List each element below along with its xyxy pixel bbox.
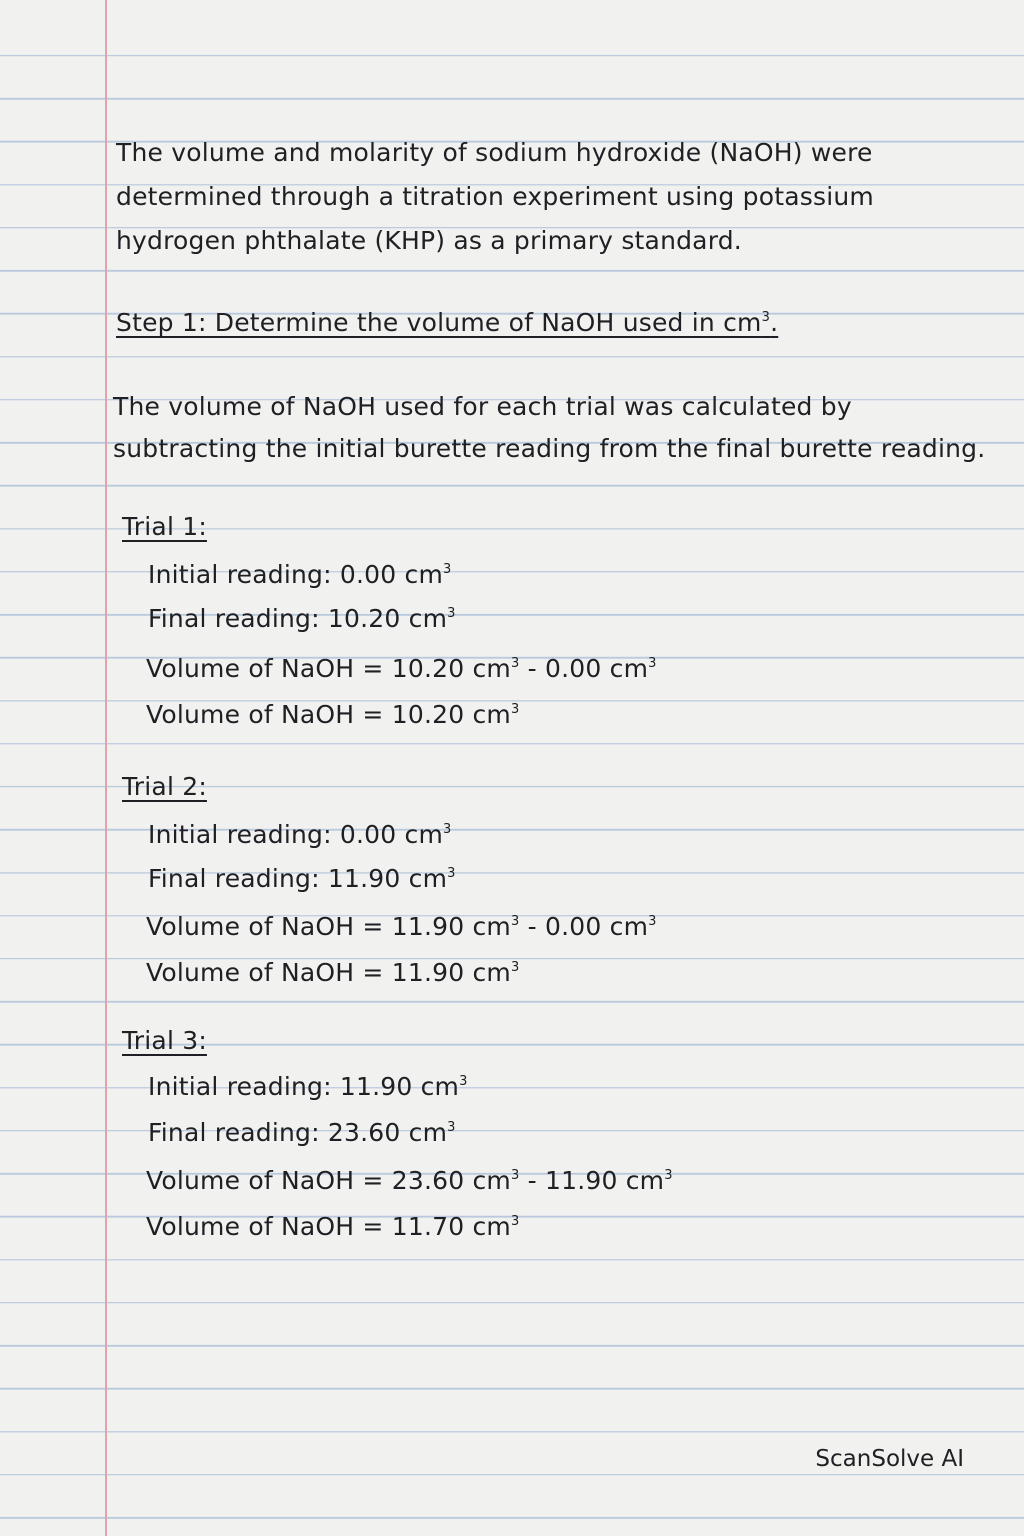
minus-sign: - xyxy=(527,1166,537,1195)
unit-cubed: 3 xyxy=(510,914,520,929)
step-1-heading-superscript: 3 xyxy=(761,310,771,325)
unit-cubed: 3 xyxy=(510,1214,520,1229)
unit-cm: cm xyxy=(472,1212,511,1241)
unit-cubed: 3 xyxy=(510,702,520,717)
unit-cubed: 3 xyxy=(447,866,456,881)
final-reading-label: Final reading: xyxy=(148,604,320,633)
unit-cm: cm xyxy=(472,1166,511,1195)
unit-cm: cm xyxy=(408,1118,448,1147)
volume-label: Volume of NaOH = xyxy=(146,912,384,941)
initial-reading-label: Initial reading: xyxy=(148,1072,332,1101)
step-1-heading-period: . xyxy=(770,308,779,337)
trial-3-final-reading xyxy=(148,1118,456,1148)
step-1-description-line-1: The volume of NaOH used for each trial was calculated by xyxy=(113,392,852,421)
unit-cubed: 3 xyxy=(459,1074,468,1089)
trial-3-title: Trial 3: xyxy=(122,1026,207,1055)
unit-cubed: 3 xyxy=(447,606,456,621)
unit-cubed: 3 xyxy=(648,656,657,671)
unit-cm: cm xyxy=(609,912,649,941)
trial-2-volume-result xyxy=(146,958,519,988)
final-reading-label: Final reading: xyxy=(148,864,320,893)
unit-cubed: 3 xyxy=(664,1168,673,1183)
volume-result-value: 11.90 xyxy=(391,958,465,987)
unit-cm: cm xyxy=(472,912,511,941)
unit-cm: cm xyxy=(408,864,448,893)
calc-initial-value: 0.00 xyxy=(545,654,602,683)
unit-cm: cm xyxy=(472,654,511,683)
trial-2-final-reading xyxy=(148,864,456,894)
step-1-heading-text: Step 1: Determine the volume of NaOH used in cm xyxy=(116,308,762,337)
final-reading-label: Final reading: xyxy=(148,1118,320,1147)
unit-cm: cm xyxy=(408,604,448,633)
step-1-description-line-2: subtracting the initial burette reading from the final burette reading. xyxy=(113,434,986,463)
trial-1-volume-calculation xyxy=(146,654,657,684)
initial-reading-value: 11.90 xyxy=(339,1072,413,1101)
volume-label: Volume of NaOH = xyxy=(146,700,384,729)
calc-final-value: 10.20 xyxy=(391,654,465,683)
volume-label: Volume of NaOH = xyxy=(146,654,384,683)
intro-line-3: hydrogen phthalate (KHP) as a primary standard. xyxy=(116,226,742,255)
calc-final-value: 23.60 xyxy=(391,1166,465,1195)
unit-cm: cm xyxy=(404,820,443,849)
calc-initial-value: 11.90 xyxy=(545,1166,618,1195)
unit-cm: cm xyxy=(404,560,443,589)
initial-reading-label: Initial reading: xyxy=(148,560,332,589)
unit-cm: cm xyxy=(609,654,649,683)
minus-sign: - xyxy=(527,654,537,683)
trial-3-initial-reading xyxy=(148,1072,468,1102)
unit-cubed: 3 xyxy=(443,562,452,577)
brand-watermark: ScanSolve AI xyxy=(815,1446,964,1472)
unit-cubed: 3 xyxy=(648,914,657,929)
initial-reading-value: 0.00 xyxy=(339,560,397,589)
intro-line-2: determined through a titration experiment using potassium xyxy=(116,182,874,211)
trial-3-volume-result xyxy=(146,1212,519,1242)
trial-1-title: Trial 1: xyxy=(122,512,207,541)
unit-cm: cm xyxy=(472,958,511,987)
unit-cm: cm xyxy=(472,700,511,729)
calc-initial-value: 0.00 xyxy=(545,912,602,941)
volume-label: Volume of NaOH = xyxy=(146,1212,384,1241)
initial-reading-label: Initial reading: xyxy=(148,820,332,849)
volume-result-value: 10.20 xyxy=(391,700,465,729)
final-reading-value: 23.60 xyxy=(327,1118,401,1147)
final-reading-value: 10.20 xyxy=(327,604,401,633)
trial-2-initial-reading xyxy=(148,820,451,850)
unit-cm: cm xyxy=(420,1072,460,1101)
volume-label: Volume of NaOH = xyxy=(146,958,384,987)
volume-result-value: 11.70 xyxy=(391,1212,465,1241)
step-1-heading xyxy=(116,308,778,338)
volume-label: Volume of NaOH = xyxy=(146,1166,384,1195)
trial-2-volume-calculation xyxy=(146,912,657,942)
final-reading-value: 11.90 xyxy=(327,864,401,893)
trial-1-volume-result xyxy=(146,700,519,730)
unit-cubed: 3 xyxy=(447,1120,456,1135)
unit-cubed: 3 xyxy=(510,960,520,975)
minus-sign: - xyxy=(527,912,537,941)
unit-cubed: 3 xyxy=(443,822,452,837)
unit-cm: cm xyxy=(625,1166,665,1195)
trial-1-initial-reading xyxy=(148,560,451,590)
initial-reading-value: 0.00 xyxy=(339,820,397,849)
unit-cubed: 3 xyxy=(510,656,520,671)
trial-2-title: Trial 2: xyxy=(122,772,207,801)
intro-line-1: The volume and molarity of sodium hydroxide (NaOH) were xyxy=(116,138,873,167)
unit-cubed: 3 xyxy=(510,1168,520,1183)
trial-1-final-reading xyxy=(148,604,456,634)
calc-final-value: 11.90 xyxy=(391,912,465,941)
trial-3-volume-calculation xyxy=(146,1166,673,1196)
